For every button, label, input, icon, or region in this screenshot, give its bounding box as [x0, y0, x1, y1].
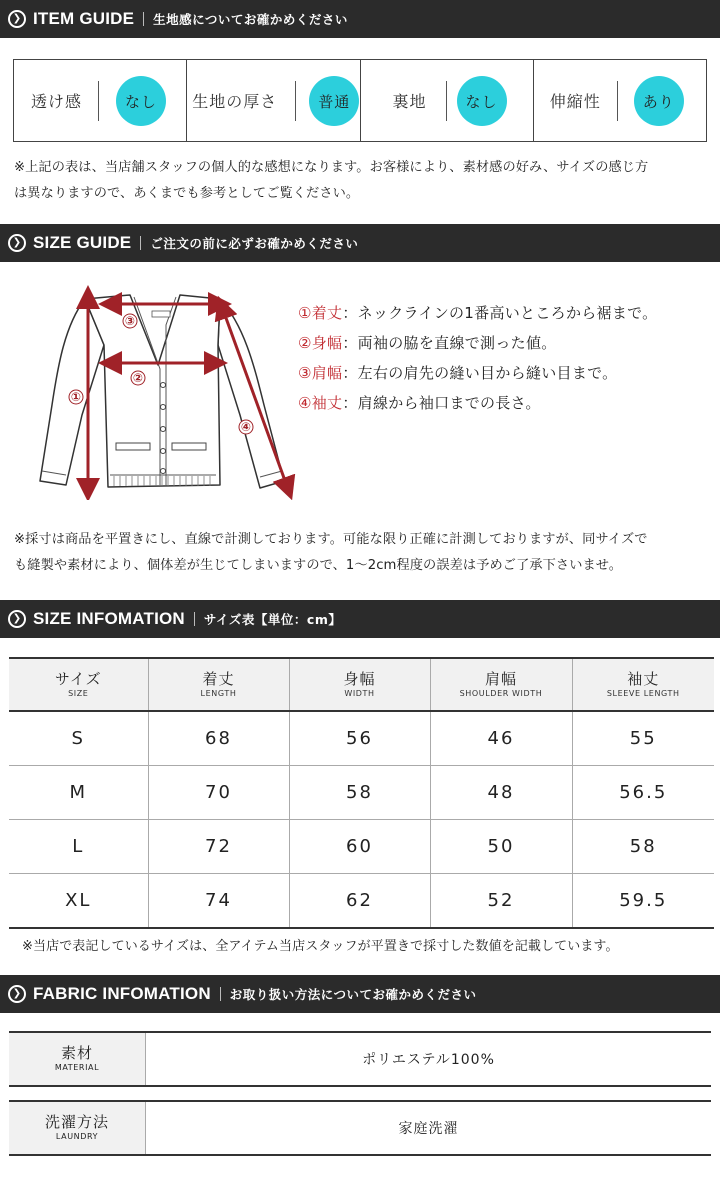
guide-cell-lining — [361, 60, 534, 141]
table-cell: 72 — [148, 820, 289, 874]
table-cell: 58 — [289, 765, 430, 819]
chevron-right-circle-icon: ❯ — [8, 234, 26, 252]
fabric-value: ポリエステル100% — [362, 1052, 495, 1068]
header-size: サイズ SIZE — [54, 669, 102, 698]
header-width: 身幅 WIDTH — [289, 658, 430, 711]
note-line: ※採寸は商品を平置きにし、直線で計測しております。可能な限り正確に計測しておりますが、同サイズで — [14, 532, 648, 547]
guide-value-badge: なし — [457, 76, 507, 126]
note-line: も縫製や素材により、個体差が生じてしまいますので、1〜2cm程度の誤差は予めご了承下さいませ。 — [14, 558, 622, 573]
fabric-value: 家庭洗濯 — [398, 1121, 459, 1137]
marker-label-1: ① — [70, 390, 82, 404]
table-cell: S — [71, 727, 85, 749]
guide-label: 伸縮性 — [549, 92, 601, 111]
legend-desc: ：両袖の脇を直線で測った値。 — [342, 334, 557, 352]
guide-cell-thickness — [187, 60, 360, 141]
fabric-label — [9, 1102, 146, 1154]
section-subtitle: お取り扱い方法についてお確かめください — [229, 987, 477, 1002]
marker-label-3: ③ — [124, 314, 136, 328]
table-cell: 56 — [289, 711, 430, 765]
section-subtitle: サイズ表【単位：cm】 — [203, 612, 342, 627]
guide-value-badge: 普通 — [309, 76, 359, 126]
table-cell: 74 — [148, 874, 289, 928]
table-row — [9, 711, 714, 765]
legend-item-length — [298, 298, 657, 328]
guide-cell-stretch — [534, 60, 706, 141]
chevron-right-circle-icon: ❯ — [8, 610, 26, 628]
marker-label-2: ② — [132, 371, 144, 385]
section-title: ITEM GUIDE — [33, 9, 135, 28]
table-cell: 68 — [148, 711, 289, 765]
measurement-legend — [298, 298, 657, 418]
size-info-header — [0, 600, 720, 638]
fabric-label-jp: 素材 — [60, 1044, 93, 1062]
header-length: 着丈 LENGTH — [148, 658, 289, 711]
legend-desc: ：左右の肩先の縫い目から縫い目まで。 — [342, 364, 618, 382]
table-cell: L — [72, 836, 85, 858]
item-guide-table — [13, 59, 707, 142]
header-sleeve-length: 袖丈 SLEEVE LENGTH — [572, 658, 714, 711]
section-title: SIZE INFOMATION — [33, 609, 185, 628]
legend-name: 身幅 — [311, 334, 343, 352]
table-cell: 56.5 — [572, 765, 714, 819]
guide-label: 透け感 — [31, 92, 83, 111]
fabric-row-laundry — [9, 1100, 711, 1156]
fabric-label-jp: 洗濯方法 — [44, 1113, 109, 1131]
section-subtitle: 生地感についてお確かめください — [153, 12, 348, 27]
legend-desc: ：ネックラインの1番高いところから裾まで。 — [342, 304, 658, 322]
table-cell: 46 — [430, 711, 572, 765]
table-row — [9, 820, 714, 874]
divider — [194, 612, 195, 626]
table-cell: 59.5 — [572, 874, 714, 928]
size-table — [9, 657, 714, 929]
legend-item-width — [298, 328, 657, 358]
table-cell: XL — [65, 890, 92, 912]
size-guide-note — [14, 527, 714, 579]
neck-label — [152, 311, 170, 317]
header-shoulder-width: 肩幅 SHOULDER WIDTH — [430, 658, 572, 711]
guide-value-badge: あり — [634, 76, 684, 126]
fabric-info-header — [0, 975, 720, 1013]
divider — [220, 987, 221, 1001]
legend-name: 着丈 — [311, 304, 343, 322]
section-title: SIZE GUIDE — [33, 233, 132, 252]
legend-desc: ：肩線から袖口までの長さ。 — [342, 394, 541, 412]
legend-name: 肩幅 — [311, 364, 343, 382]
size-table-header — [9, 658, 714, 711]
size-guide-header — [0, 224, 720, 262]
guide-label: 裏地 — [392, 92, 427, 111]
note-line: ※上記の表は、当店舗スタッフの個人的な感想になります。お客様により、素材感の好み、サイズの感じ方 — [14, 160, 649, 175]
item-guide-header — [0, 0, 720, 38]
table-row — [9, 765, 714, 819]
table-cell: 55 — [572, 711, 714, 765]
section-subtitle: ご注文の前に必ずお確かめください — [150, 236, 359, 251]
legend-item-sleeve — [298, 388, 657, 418]
legend-name: 袖丈 — [311, 394, 343, 412]
legend-item-shoulder — [298, 358, 657, 388]
table-cell: 48 — [430, 765, 572, 819]
chevron-right-circle-icon: ❯ — [8, 10, 26, 28]
cardigan-measurement-diagram — [30, 285, 300, 500]
table-cell: 50 — [430, 820, 572, 874]
divider — [143, 12, 144, 26]
guide-label: 生地の厚さ — [192, 92, 278, 111]
legend-number: ③ — [298, 364, 312, 382]
divider — [295, 81, 296, 121]
legend-number: ② — [298, 334, 312, 352]
legend-number: ① — [298, 304, 312, 322]
legend-number: ④ — [298, 394, 312, 412]
divider — [446, 81, 447, 121]
fabric-label-en: MATERIAL — [54, 1063, 100, 1072]
table-cell: 60 — [289, 820, 430, 874]
table-row — [9, 874, 714, 928]
guide-value-badge: なし — [116, 76, 166, 126]
fabric-label-en: LAUNDRY — [55, 1132, 99, 1141]
item-guide-note — [14, 155, 714, 207]
note-line: は異なりますので、あくまでも参考としてご覧ください。 — [14, 186, 360, 201]
marker-label-4: ④ — [240, 420, 252, 434]
divider — [98, 81, 99, 121]
chevron-right-circle-icon: ❯ — [8, 985, 26, 1003]
guide-cell-transparency — [14, 60, 187, 141]
section-title: FABRIC INFOMATION — [33, 984, 211, 1003]
size-info-note: ※当店で表記しているサイズは、全アイテム当店スタッフが平置きで採寸した数値を記載しています。 — [22, 939, 619, 954]
fabric-row-material — [9, 1031, 711, 1087]
fabric-label — [9, 1033, 146, 1085]
table-cell: 52 — [430, 874, 572, 928]
divider — [140, 236, 141, 250]
table-cell: 70 — [148, 765, 289, 819]
table-cell: M — [69, 781, 88, 803]
table-cell: 62 — [289, 874, 430, 928]
divider — [617, 81, 618, 121]
table-cell: 58 — [572, 820, 714, 874]
